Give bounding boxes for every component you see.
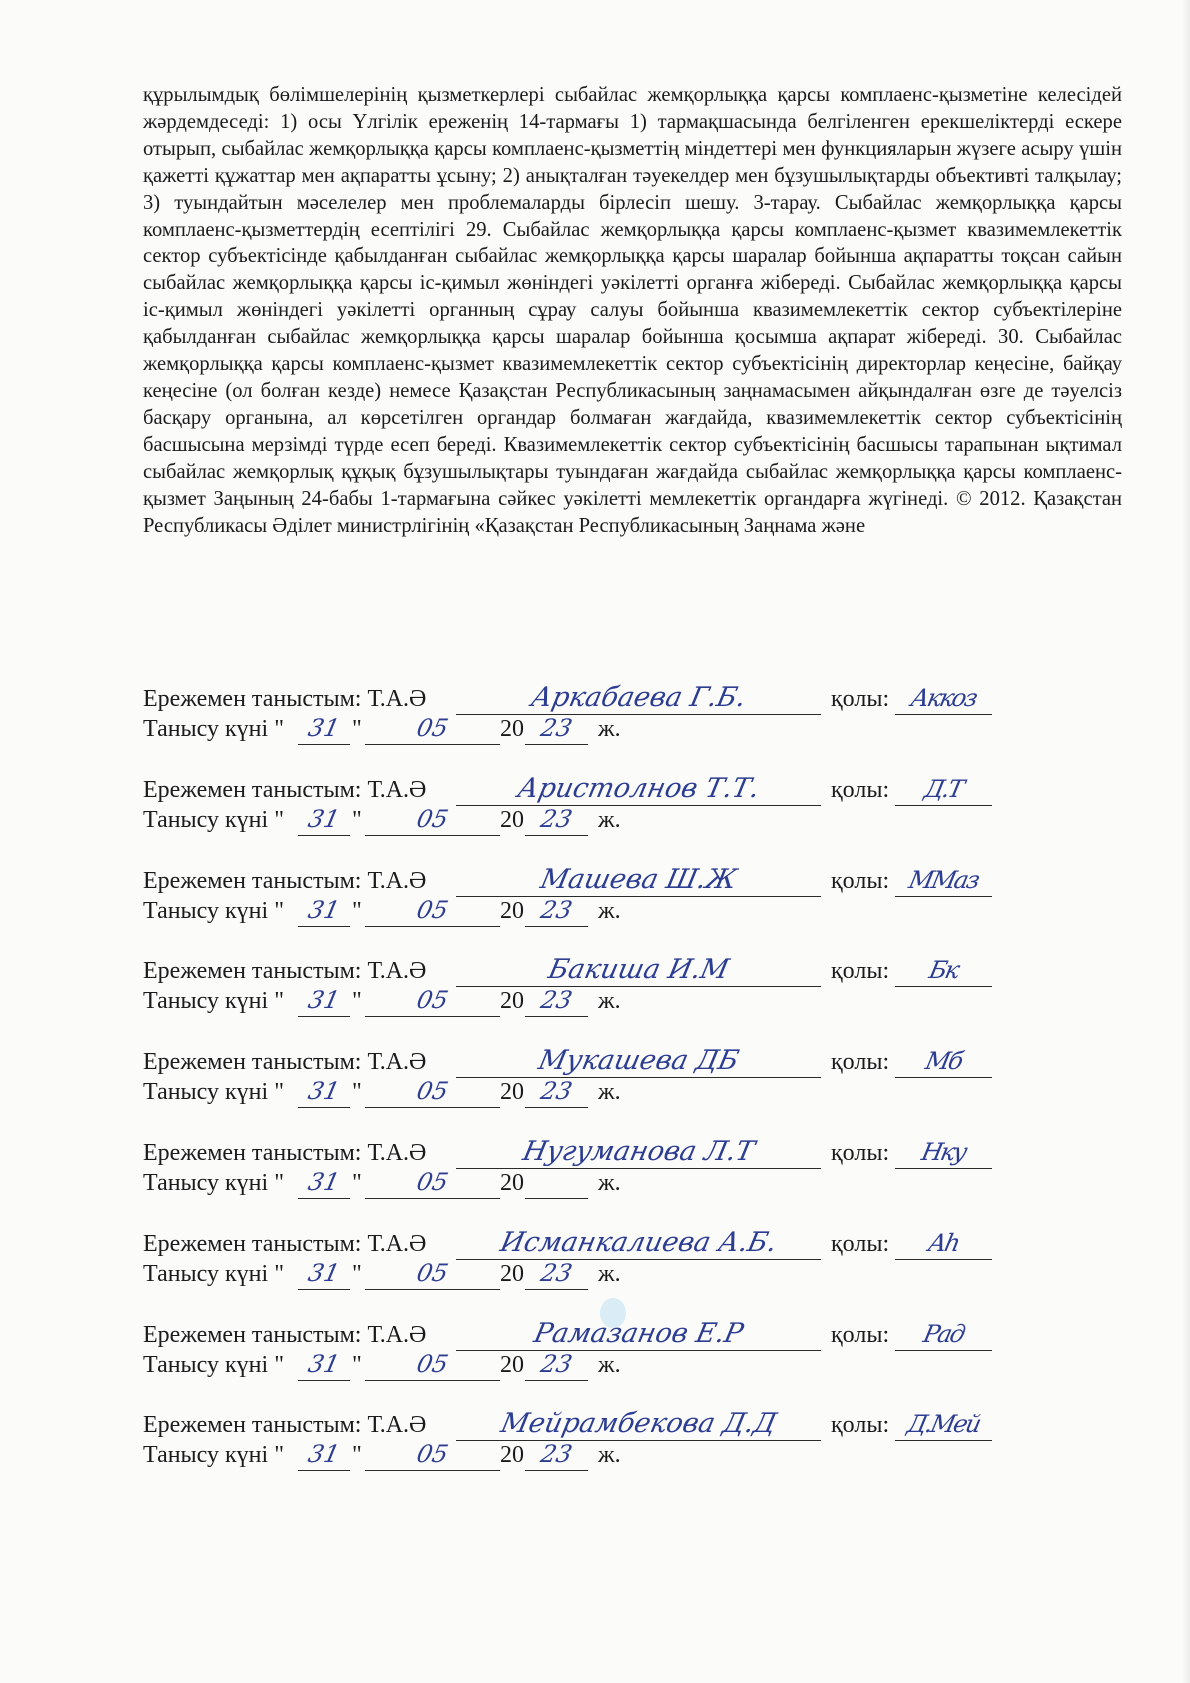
acquainted-label: Ережемен таныстым: Т.А.Ә xyxy=(143,1049,427,1076)
handwritten-day: 31 xyxy=(305,986,343,1015)
handwritten-year: 23 xyxy=(538,804,575,833)
handwritten-name: Мейрамбекова Д.Д xyxy=(498,1408,780,1440)
acknowledgement-block xyxy=(143,1138,1143,1198)
handwritten-name: Аркабаева Г.Б. xyxy=(528,682,749,713)
signature-field[interactable] xyxy=(895,1138,992,1169)
year-suffix: ж. xyxy=(598,716,621,742)
name-row xyxy=(143,863,1143,896)
acknowledgement-block xyxy=(143,1047,1143,1107)
acquainted-label: Ережемен таныстым: Т.А.Ә xyxy=(143,958,427,985)
date-quote-close: " xyxy=(352,1170,362,1196)
day-field[interactable] xyxy=(298,1077,350,1108)
date-quote-close: " xyxy=(352,1079,362,1106)
year-field[interactable] xyxy=(525,1440,588,1471)
handwritten-month: 05 xyxy=(414,986,451,1015)
year-suffix: ж. xyxy=(598,1260,621,1287)
signature-label: қолы: xyxy=(831,1049,890,1076)
signature-label: қолы: xyxy=(831,867,890,894)
handwritten-day: 31 xyxy=(305,1349,343,1378)
day-field[interactable] xyxy=(298,986,350,1017)
date-label: Танысу күні " xyxy=(143,716,284,742)
handwritten-day: 31 xyxy=(305,1440,343,1469)
month-field[interactable] xyxy=(365,1168,500,1199)
month-field[interactable] xyxy=(365,1259,500,1290)
handwritten-month: 05 xyxy=(414,1077,451,1106)
year-prefix: 20 xyxy=(500,806,524,833)
handwritten-year: 23 xyxy=(538,714,575,742)
name-row xyxy=(143,1226,1143,1259)
name-field[interactable] xyxy=(456,772,821,806)
date-label: Танысу күні " xyxy=(143,1442,284,1469)
name-field[interactable] xyxy=(456,1317,821,1351)
handwritten-day: 31 xyxy=(305,1258,343,1287)
year-prefix: 20 xyxy=(500,716,524,742)
date-row xyxy=(143,1077,1143,1107)
acknowledgement-block xyxy=(143,956,1143,1016)
date-label: Танысу күні " xyxy=(143,806,284,833)
signature-field[interactable] xyxy=(895,956,992,987)
name-field[interactable] xyxy=(456,1047,821,1078)
handwritten-month: 05 xyxy=(414,714,451,742)
date-row xyxy=(143,714,1143,744)
handwritten-name: Исманкалиева А.Б. xyxy=(497,1226,780,1258)
handwritten-signature: Аh xyxy=(925,1228,962,1257)
signature-field[interactable] xyxy=(895,1320,992,1351)
month-field[interactable] xyxy=(365,1077,500,1108)
month-field[interactable] xyxy=(365,805,500,836)
signature-field[interactable] xyxy=(895,1410,992,1441)
year-suffix: ж. xyxy=(598,897,621,924)
year-field[interactable] xyxy=(525,1077,588,1108)
handwritten-signature: Д.Т xyxy=(921,774,966,803)
date-row xyxy=(143,1168,1143,1198)
day-field[interactable] xyxy=(298,896,350,927)
year-field[interactable] xyxy=(525,805,588,836)
acquainted-label: Ережемен таныстым: Т.А.Ә xyxy=(143,1321,427,1348)
acknowledgement-block xyxy=(143,863,1143,926)
date-row xyxy=(143,896,1143,926)
name-row xyxy=(143,684,1143,714)
handwritten-year: 23 xyxy=(538,1440,575,1469)
year-prefix: 20 xyxy=(500,1351,524,1378)
year-prefix: 20 xyxy=(500,1079,524,1106)
signature-label: қолы: xyxy=(831,1412,890,1439)
year-field[interactable] xyxy=(525,1168,588,1199)
date-row xyxy=(143,1440,1143,1470)
signature-label: қолы: xyxy=(831,1321,890,1348)
signature-label: қолы: xyxy=(831,1230,890,1257)
signature-field[interactable] xyxy=(895,1047,992,1078)
handwritten-year: 23 xyxy=(538,1077,575,1106)
year-suffix: ж. xyxy=(598,1351,621,1378)
acquainted-label: Ережемен таныстым: Т.А.Ә xyxy=(143,686,427,712)
handwritten-month: 05 xyxy=(414,1168,451,1196)
day-field[interactable] xyxy=(298,1259,350,1290)
signature-label: қолы: xyxy=(831,1140,890,1166)
handwritten-name: Нугуманова Л.Т xyxy=(520,1136,758,1167)
acquainted-label: Ережемен таныстым: Т.А.Ә xyxy=(143,1230,427,1257)
handwritten-year: 23 xyxy=(538,1258,575,1287)
handwritten-name: Бакиша И.М xyxy=(545,954,732,986)
date-quote-close: " xyxy=(352,1260,362,1287)
year-prefix: 20 xyxy=(500,988,524,1015)
date-row xyxy=(143,805,1143,835)
date-row xyxy=(143,986,1143,1016)
date-row xyxy=(143,1259,1143,1289)
year-suffix: ж. xyxy=(598,988,621,1015)
name-field[interactable] xyxy=(456,1138,821,1169)
handwritten-year: 23 xyxy=(538,986,575,1015)
date-label: Танысу күні " xyxy=(143,897,284,924)
handwritten-signature: Рад xyxy=(920,1319,967,1348)
handwritten-month: 05 xyxy=(414,895,451,924)
handwritten-signature: Мб xyxy=(922,1047,965,1076)
date-quote-close: " xyxy=(352,1351,362,1378)
handwritten-month: 05 xyxy=(414,1440,451,1469)
year-suffix: ж. xyxy=(598,806,621,833)
signature-field[interactable] xyxy=(895,684,992,715)
handwritten-year: 23 xyxy=(538,895,575,924)
handwritten-signature: Бк xyxy=(926,956,961,985)
signature-field[interactable] xyxy=(895,775,992,806)
acquainted-label: Ережемен таныстым: Т.А.Ә xyxy=(143,776,427,803)
acknowledgement-block xyxy=(143,684,1143,744)
day-field[interactable] xyxy=(298,1440,350,1471)
acknowledgement-block xyxy=(143,1226,1143,1289)
regulation-text: құрылымдық бөлімшелерінің қызметкерлері сыбайлас жемқорлыққа қарсы комплаенс-қызметіне келесідей жәрдемдеседі: 1) осы Үлгілік ереженің 14-тармағы 1) тармақшасында белгіленген ерекшеліктерді ескере отырып, сыбайлас жемқорлыққа қарсы комплаенс-қызметтің міндеттері мен функцияларын жүзеге асыру үшін қажетті құжаттар мен ақпаратты ұсыну; 2) анықталған тәуекелдер мен бұзушылықтарды объективті талқылау; 3) туындайтын мәселелер мен проблемаларды бірлесіп шешу. 3-тарау. Сыбайлас жемқорлыққа қарсы комплаенс-қызметтердің есептілігі 29. Сыбайлас жемқорлыққа қарсы комплаенс-қызмет квазимемлекеттік сектор субъектісінде қабылданған сыбайлас жемқорлыққа қарсы шаралар бойынша ақпаратты тоқсан сайын сыбайлас жемқорлыққа қарсы іс-қимыл жөніндегі уәкілетті органға жібереді. Сыбайлас жемқорлыққа қарсы іс-қимыл жөніндегі уәкілетті органның сұрау салуы бойынша квазимемлекеттік сектор субъектілеріне қабылданған сыбайлас жемқорлыққа қарсы шаралар бойынша қосымша ақпарат жібереді. 30. Сыбайлас жемқорлыққа қарсы комплаенс-қызмет квазимемлекеттік сектор субъектісінің директорлар кеңесіне, байқау кеңесіне (ол болған кезде) немесе Қазақстан Республикасының заңнамасымен айқындалған өзге де тәуелсіз басқару органына, ал көрсетілген органдар болмаған жағдайда, квазимемлекеттік сектор субъектісінің басшысына мерзімді түрде есеп береді. Квазимемлекеттік сектор субъектісінің басшысы тарапынан ықтимал сыбайлас жемқорлық құқық бұзушылықтары туындаған жағдайда сыбайлас жемқорлыққа қарсы комплаенс-қызмет Заңының 24-бабы 1-тармағына сәйкес уәкілетті мемлекеттік органдарға жүгінеді. © 2012. Қазақстан Республикасы Әділет министрлігінің «Қазақстан Республикасының Заңнама және xyxy=(143,84,1122,537)
year-field[interactable] xyxy=(525,896,588,927)
handwritten-name: Мукашева ДБ xyxy=(535,1045,742,1077)
scan-edge xyxy=(1182,0,1190,1683)
year-prefix: 20 xyxy=(500,1442,524,1469)
acquainted-label: Ережемен таныстым: Т.А.Ә xyxy=(143,867,427,894)
day-field[interactable] xyxy=(298,714,350,745)
year-suffix: ж. xyxy=(598,1079,621,1106)
year-prefix: 20 xyxy=(500,1170,524,1196)
handwritten-name: Рамазанов Е.Р xyxy=(531,1317,747,1349)
name-row xyxy=(143,1047,1143,1077)
handwritten-signature: Нку xyxy=(918,1138,969,1166)
handwritten-day: 31 xyxy=(305,804,343,833)
name-field[interactable] xyxy=(456,863,821,897)
date-label: Танысу күні " xyxy=(143,1079,284,1106)
year-prefix: 20 xyxy=(500,1260,524,1287)
acknowledgement-block xyxy=(143,1317,1143,1380)
date-label: Танысу күні " xyxy=(143,1351,284,1378)
date-quote-close: " xyxy=(352,897,362,924)
acknowledgement-block xyxy=(143,1410,1143,1470)
year-prefix: 20 xyxy=(500,897,524,924)
signature-field[interactable] xyxy=(895,1229,992,1260)
ink-stain xyxy=(600,1298,626,1328)
handwritten-day: 31 xyxy=(305,895,343,924)
year-field[interactable] xyxy=(525,1259,588,1290)
signature-label: қолы: xyxy=(831,776,890,803)
date-label: Танысу күні " xyxy=(143,1170,284,1196)
signature-label: қолы: xyxy=(831,686,890,712)
handwritten-year: 23 xyxy=(538,1349,575,1378)
date-quote-close: " xyxy=(352,716,362,742)
handwritten-day: 31 xyxy=(305,1168,343,1196)
signature-field[interactable] xyxy=(895,866,992,897)
date-label: Танысу күні " xyxy=(143,1260,284,1287)
acquainted-label: Ережемен таныстым: Т.А.Ә xyxy=(143,1140,427,1166)
year-field[interactable] xyxy=(525,986,588,1017)
signature-label: қолы: xyxy=(831,958,890,985)
handwritten-signature: Аккоз xyxy=(908,684,979,712)
month-field[interactable] xyxy=(365,986,500,1017)
handwritten-name: Машева Ш.Ж xyxy=(537,863,740,895)
handwritten-day: 31 xyxy=(305,1077,343,1106)
name-field[interactable] xyxy=(456,684,821,715)
month-field[interactable] xyxy=(365,1350,500,1381)
handwritten-month: 05 xyxy=(414,1349,451,1378)
handwritten-signature: Д.Мей xyxy=(904,1410,983,1439)
month-field[interactable] xyxy=(365,1440,500,1471)
name-field[interactable] xyxy=(456,1226,821,1260)
day-field[interactable] xyxy=(298,1350,350,1381)
year-field[interactable] xyxy=(525,714,588,745)
date-quote-close: " xyxy=(352,806,362,833)
date-quote-close: " xyxy=(352,988,362,1015)
year-suffix: ж. xyxy=(598,1170,621,1196)
month-field[interactable] xyxy=(365,896,500,927)
day-field[interactable] xyxy=(298,805,350,836)
name-row xyxy=(143,772,1143,805)
date-label: Танысу күні " xyxy=(143,988,284,1015)
year-field[interactable] xyxy=(525,1350,588,1381)
handwritten-day: 31 xyxy=(305,714,343,742)
acknowledgement-block xyxy=(143,772,1143,835)
date-quote-close: " xyxy=(352,1442,362,1469)
date-row xyxy=(143,1350,1143,1380)
name-row xyxy=(143,1317,1143,1350)
handwritten-month: 05 xyxy=(414,804,451,833)
name-row xyxy=(143,1410,1143,1440)
handwritten-name: Аристолнов Т.Т. xyxy=(514,772,763,804)
handwritten-signature: ММаз xyxy=(906,865,981,894)
day-field[interactable] xyxy=(298,1168,350,1199)
name-row xyxy=(143,1138,1143,1168)
handwritten-month: 05 xyxy=(414,1258,451,1287)
acquainted-label: Ережемен таныстым: Т.А.Ә xyxy=(143,1412,427,1439)
name-field[interactable] xyxy=(456,1410,821,1441)
name-row xyxy=(143,956,1143,986)
month-field[interactable] xyxy=(365,714,500,745)
year-suffix: ж. xyxy=(598,1442,621,1469)
name-field[interactable] xyxy=(456,956,821,987)
